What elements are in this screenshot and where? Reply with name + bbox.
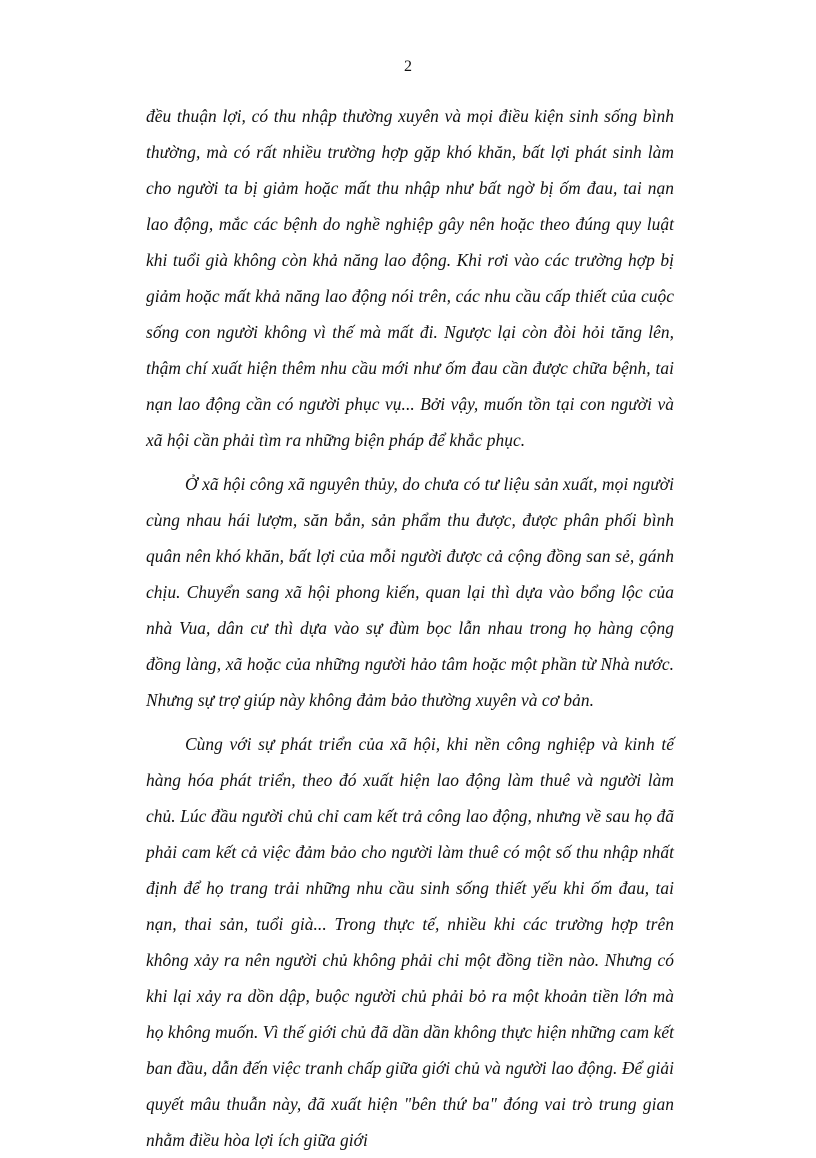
body-text (146, 98, 674, 1158)
page-number: 2 (404, 58, 412, 75)
paragraph-continuation: đều thuận lợi, có thu nhập thường xuyên và mọi điều kiện sinh sống bình thường, mà có rất nhiều trường hợp gặp khó khăn, bất lợi phát sinh làm cho người ta bị giảm hoặc mất thu nhập như bất ngờ bị ốm đau, tai nạn lao động, mắc các bệnh do nghề nghiệp gây nên hoặc theo đúng quy luật khi tuổi già không còn khả năng lao động. Khi rơi vào các trường hợp bị giảm hoặc mất khả năng lao động nói trên, các nhu cầu cấp thiết của cuộc sống con người không vì thế mà mất đi. Ngược lại còn đòi hỏi tăng lên, thậm chí xuất hiện thêm nhu cầu mới như ốm đau cần được chữa bệnh, tai nạn lao động cần có người phục vụ... Bởi vậy, muốn tồn tại con người và xã hội cần phải tìm ra những biện pháp để khắc phục. (146, 106, 674, 450)
paragraph-industrial-development: Cùng với sự phát triển của xã hội, khi nền công nghiệp và kinh tế hàng hóa phát triển, theo đó xuất hiện lao động làm thuê và người làm chủ. Lúc đầu người chủ chỉ cam kết trả công lao động, nhưng về sau họ đã phải cam kết cả việc đảm bảo cho người làm thuê có một số thu nhập nhất định để họ trang trải những nhu cầu sinh sống thiết yếu khi ốm đau, tai nạn, thai sản, tuổi già... Trong thực tế, nhiều khi các trường hợp trên không xảy ra nên người chủ không phải chi một đồng tiền nào. Nhưng có khi lại xảy ra dồn dập, buộc người chủ phải bỏ ra một khoản tiền lớn mà họ không muốn. Vì thế giới chủ đã dần dần không thực hiện những cam kết ban đầu, dẫn đến việc tranh chấp giữa giới chủ và người lao động. Để giải quyết mâu thuẫn này, đã xuất hiện "bên thứ ba" đóng vai trò trung gian nhằm điều hòa lợi ích giữa giới (146, 734, 674, 1150)
paragraph-primitive-society: Ở xã hội công xã nguyên thủy, do chưa có tư liệu sản xuất, mọi người cùng nhau hái lượm, săn bắn, sản phẩm thu được, được phân phối bình quân nên khó khăn, bất lợi của mỗi người được cả cộng đồng san sẻ, gánh chịu. Chuyển sang xã hội phong kiến, quan lại thì dựa vào bổng lộc của nhà Vua, dân cư thì dựa vào sự đùm bọc lẫn nhau trong họ hàng cộng đồng làng, xã hoặc của những người hảo tâm hoặc một phần từ Nhà nước. Nhưng sự trợ giúp này không đảm bảo thường xuyên và cơ bản. (146, 474, 674, 710)
